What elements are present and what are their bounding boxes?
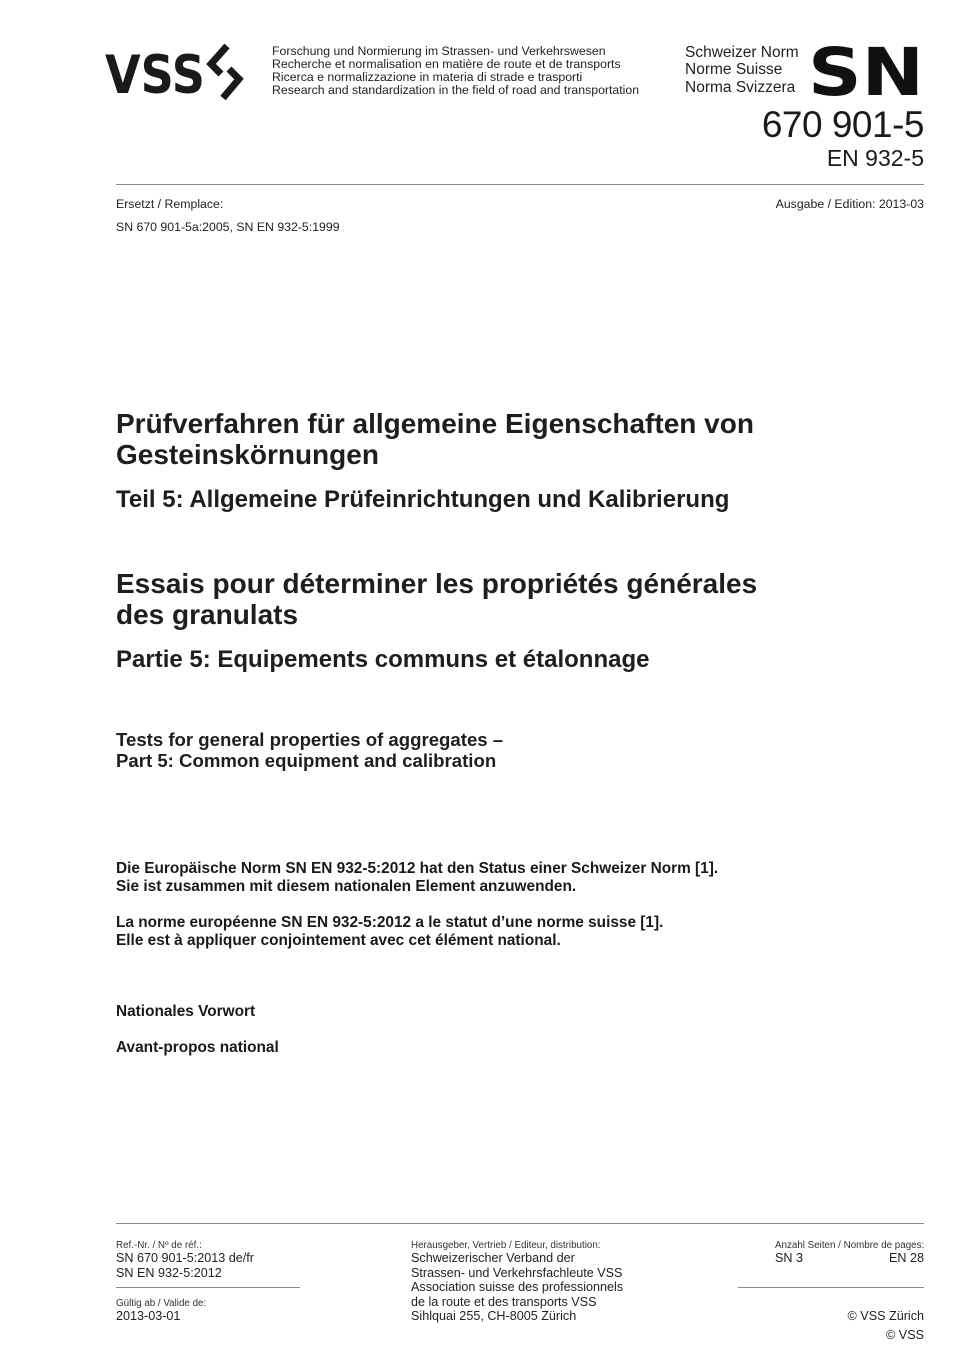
title-line: Essais pour déterminer les propriétés générales [116, 568, 758, 599]
reference-numbers [116, 1251, 254, 1280]
organisation-description [272, 45, 639, 97]
edition-date: Ausgabe / Edition: 2013-03 [775, 197, 924, 211]
vss-logo [105, 42, 265, 102]
valid-from-label: Gültig ab / Valide de: [116, 1298, 207, 1309]
title-line: des granulats [116, 599, 299, 630]
french-status-note [116, 914, 663, 950]
french-part-title: Partie 5: Equipements communs et étalonnage [116, 646, 650, 673]
foreword-heading-fr: Avant-propos national [116, 1039, 279, 1056]
reference-line: SN EN 932-5:2012 [116, 1265, 222, 1280]
page-count-en: EN 28 [888, 1251, 924, 1265]
german-status-note [116, 860, 718, 896]
publisher-line: Sihlquai 255, CH-8005 Zürich [411, 1309, 577, 1324]
footer-divider [116, 1223, 924, 1224]
publisher-line: Strassen- und Verkehrsfachleute VSS [411, 1265, 623, 1280]
title-line: Tests for general properties of aggregates – [116, 729, 504, 750]
page-count-sn: SN 3 [775, 1251, 803, 1265]
note-line: Die Europäische Norm SN EN 932-5:2012 hat den Status einer Schweizer Norm [1]. [116, 860, 719, 877]
page-count-label: Anzahl Seiten / Nombre de pages: [775, 1240, 925, 1251]
title-line: Part 5: Common equipment and calibration [116, 750, 497, 771]
foreword-heading-de: Nationales Vorwort [116, 1003, 256, 1020]
publisher-line: de la route et des transports VSS [411, 1294, 597, 1309]
title-line: Gesteinskörnungen [116, 439, 379, 470]
note-line: La norme européenne SN EN 932-5:2012 a le statut d’une norme suisse [1]. [116, 914, 664, 931]
note-line: Sie ist zusammen mit diesem nationalen Element anzuwenden. [116, 878, 577, 895]
french-title [116, 568, 876, 630]
org-line: Research and standardization in the field of road and transportation [272, 83, 640, 97]
page-count-divider [738, 1287, 924, 1288]
publisher-label: Herausgeber, Vertrieb / Editeur, distribution: [411, 1240, 601, 1251]
replaces-value: SN 670 901-5a:2005, SN EN 932-5:1999 [116, 220, 340, 234]
norm-line: Norma Svizzera [685, 78, 796, 96]
title-line: Prüfverfahren für allgemeine Eigenschaften von [116, 408, 754, 439]
reference-line: SN 670 901-5:2013 de/fr [116, 1251, 254, 1265]
en-number: EN 932-5 [826, 145, 924, 171]
reference-divider [116, 1287, 300, 1288]
copyright-vss: © VSS [886, 1328, 924, 1342]
header-divider [116, 184, 924, 185]
norm-line: Schweizer Norm [685, 44, 799, 61]
norm-type-lines [685, 44, 799, 96]
german-title [116, 408, 876, 470]
sn-logo-text: SN [808, 45, 924, 97]
german-part-title: Teil 5: Allgemeine Prüfeinrichtungen und Kalibrierung [116, 486, 730, 513]
valid-from-date: 2013-03-01 [116, 1309, 181, 1323]
org-line: Forschung und Normierung im Strassen- und Verkehrswesen [272, 44, 606, 58]
document-number: 670 901-5 [761, 104, 924, 145]
note-line: Elle est à appliquer conjointement avec cet élément national. [116, 932, 561, 949]
replaces-label: Ersetzt / Remplace: [116, 197, 224, 211]
publisher-line: Schweizerischer Verband der [411, 1251, 575, 1265]
norm-line: Norme Suisse [685, 61, 783, 79]
copyright-vss-zurich: © VSS Zürich [847, 1309, 924, 1323]
org-line: Ricerca e normalizzazione in materia di strade e trasporti [272, 70, 583, 84]
reference-label: Ref.-Nr. / Nº de réf.: [116, 1240, 202, 1251]
sn-logo [808, 45, 926, 97]
org-line: Recherche et normalisation en matière de route et de transports [272, 57, 621, 71]
publisher-address [411, 1251, 623, 1324]
publisher-line: Association suisse des professionnels [411, 1280, 624, 1295]
english-title [116, 729, 503, 771]
vss-logo-text: VSS [105, 45, 205, 102]
